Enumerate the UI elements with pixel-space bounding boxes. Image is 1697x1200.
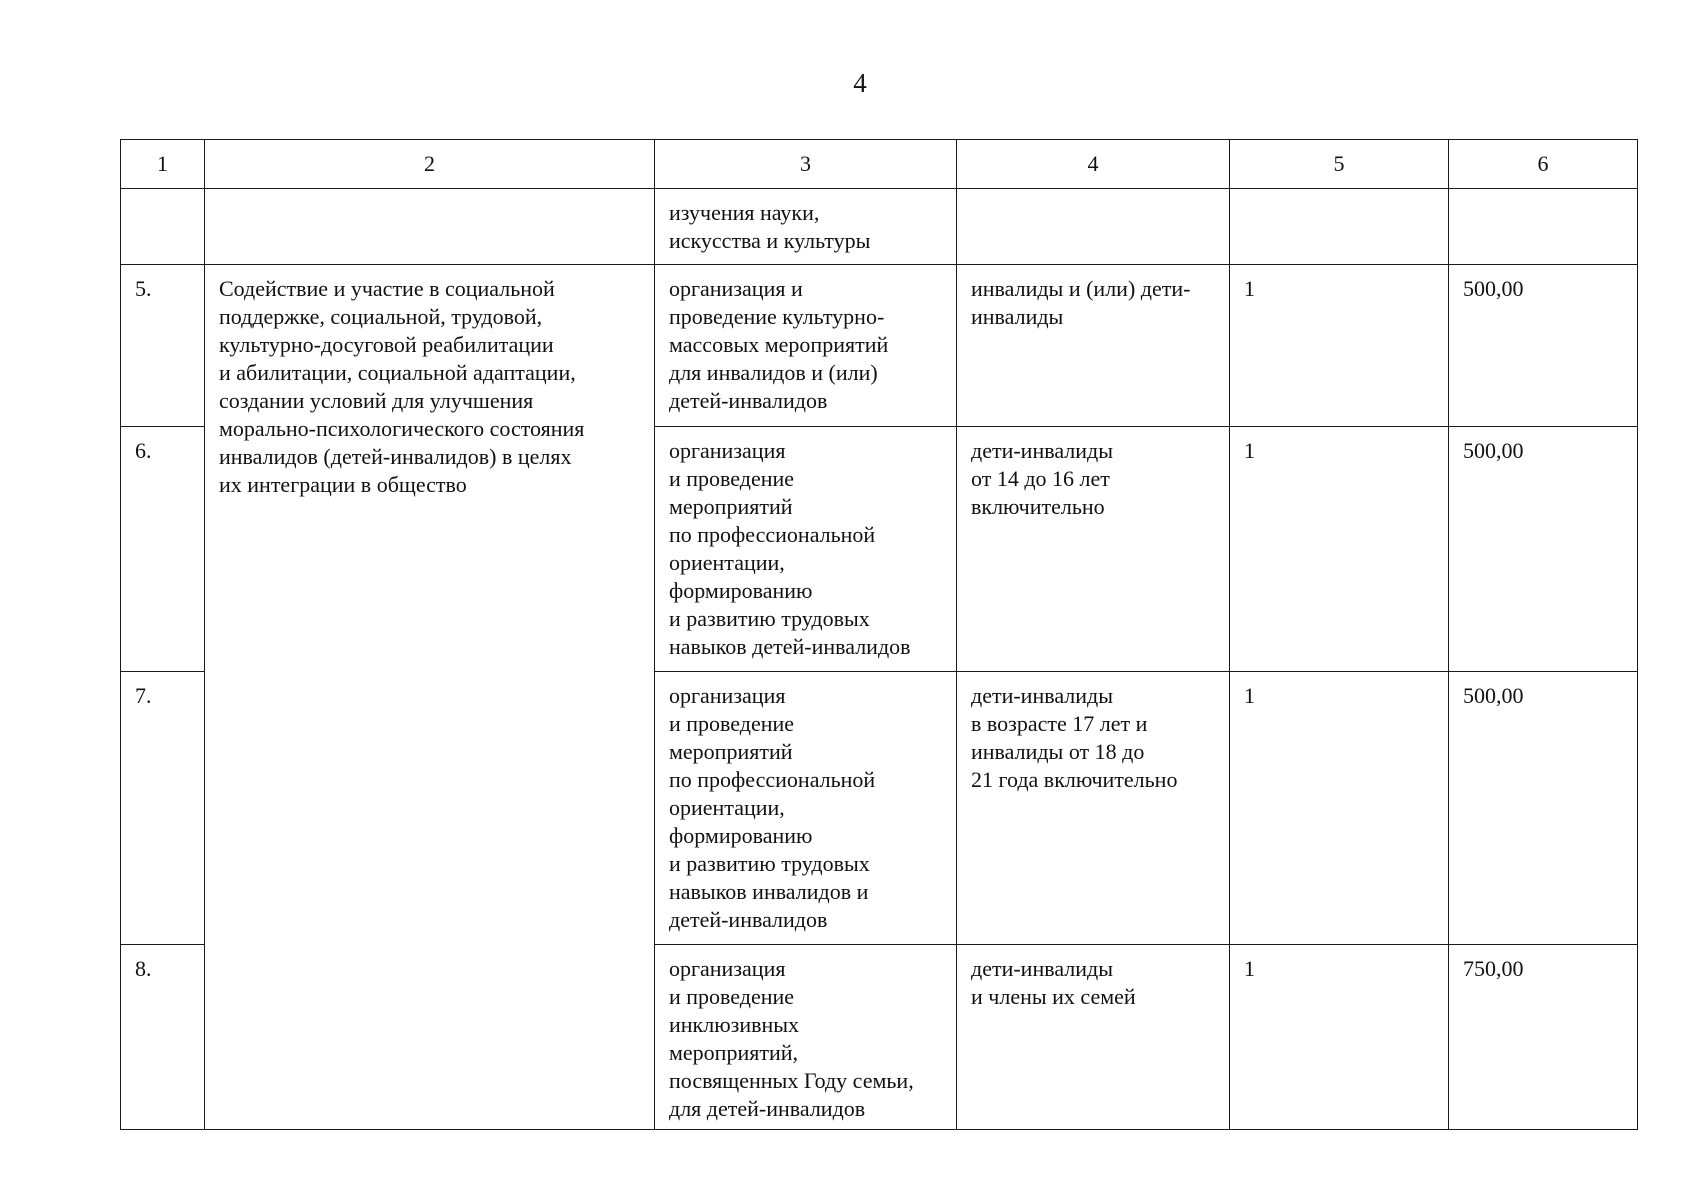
group-direction: Содействие и участие в социальной поддержке, социальной, трудовой, культурно-досуговой реабилитации и абилитации, социальной адаптации, создании условий для улучшения морально-психологического состояния инвалидов (детей-инвалидов) в целях их интеграции в общество bbox=[205, 265, 655, 1130]
row-number bbox=[121, 189, 205, 265]
row-activity: организация и проведение инклюзивных мероприятий, посвященных Году семьи, для детей-инвалидов bbox=[655, 945, 957, 1130]
row-amount: 500,00 bbox=[1449, 265, 1638, 427]
row-number: 6. bbox=[121, 427, 205, 672]
row-recipients: инвалиды и (или) дети- инвалиды bbox=[957, 265, 1230, 427]
header-col-3: 3 bbox=[655, 140, 957, 189]
row-activity: организация и проведение мероприятий по профессиональной ориентации, формированию и развитию трудовых навыков детей-инвалидов bbox=[655, 427, 957, 672]
header-col-4: 4 bbox=[957, 140, 1230, 189]
header-col-6: 6 bbox=[1449, 140, 1638, 189]
page-number: 4 bbox=[853, 68, 867, 98]
row-count: 1 bbox=[1230, 265, 1449, 427]
row-activity: организация и проведение культурно- массовых мероприятий для инвалидов и (или) детей-инвалидов bbox=[655, 265, 957, 427]
table-row bbox=[121, 265, 1638, 427]
row-recipients: дети-инвалиды в возрасте 17 лет и инвалиды от 18 до 21 года включительно bbox=[957, 672, 1230, 945]
row-recipients: дети-инвалиды и члены их семей bbox=[957, 945, 1230, 1130]
row-amount: 750,00 bbox=[1449, 945, 1638, 1130]
row-recipients: дети-инвалиды от 14 до 16 лет включительно bbox=[957, 427, 1230, 672]
row-number: 5. bbox=[121, 265, 205, 427]
row-count: 1 bbox=[1230, 672, 1449, 945]
row-amount: 500,00 bbox=[1449, 427, 1638, 672]
row-direction bbox=[205, 189, 655, 265]
header-col-1: 1 bbox=[121, 140, 205, 189]
row-amount: 500,00 bbox=[1449, 672, 1638, 945]
row-count bbox=[1230, 189, 1449, 265]
header-col-5: 5 bbox=[1230, 140, 1449, 189]
row-activity: организация и проведение мероприятий по профессиональной ориентации, формированию и развитию трудовых навыков инвалидов и детей-инвалидов bbox=[655, 672, 957, 945]
row-count: 1 bbox=[1230, 945, 1449, 1130]
row-number: 7. bbox=[121, 672, 205, 945]
row-recipients bbox=[957, 189, 1230, 265]
row-amount bbox=[1449, 189, 1638, 265]
activities-table bbox=[120, 139, 1638, 1130]
row-count: 1 bbox=[1230, 427, 1449, 672]
header-row bbox=[121, 140, 1638, 189]
row-number: 8. bbox=[121, 945, 205, 1130]
header-col-2: 2 bbox=[205, 140, 655, 189]
table-row-continuation bbox=[121, 189, 1638, 265]
row-activity: изучения науки, искусства и культуры bbox=[655, 189, 957, 265]
